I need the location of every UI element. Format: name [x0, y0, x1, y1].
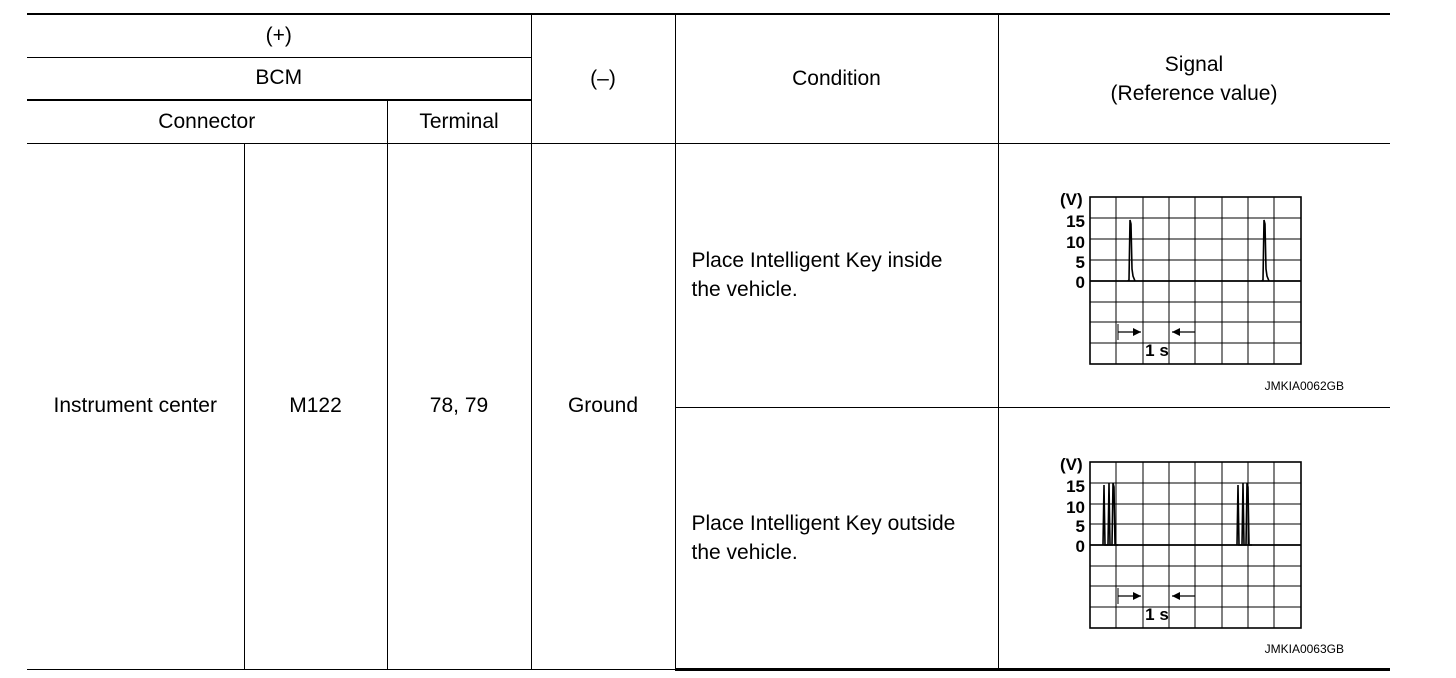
- scope-figure-code: JMKIA0062GB: [1264, 379, 1344, 393]
- scope-tick-5: 5: [1075, 516, 1085, 536]
- header-signal: [998, 14, 1390, 143]
- scope-outside-figure: [999, 408, 1390, 668]
- header-minus: (–): [531, 14, 675, 143]
- scope-tick-15: 15: [1065, 476, 1085, 496]
- scope-tick-0: 0: [1075, 536, 1085, 556]
- scope-v-label: (V): [1059, 190, 1083, 209]
- row-location: Instrument center: [27, 143, 244, 669]
- condition-inside: [675, 143, 998, 407]
- row-connector: M122: [244, 143, 387, 669]
- scope-waveform: [1103, 483, 1252, 545]
- header-bcm: BCM: [27, 57, 531, 100]
- row-terminal: 78, 79: [387, 143, 531, 669]
- row-ground: Ground: [531, 143, 675, 669]
- header-condition: Condition: [675, 14, 998, 143]
- header-signal-line2: (Reference value): [1110, 81, 1278, 105]
- signal-outside: [998, 407, 1390, 669]
- scope-time-marker: [1118, 588, 1195, 604]
- scope-time-marker: [1118, 324, 1195, 340]
- header-terminal: Terminal: [387, 100, 531, 143]
- condition-inside-line1: Place Intelligent Key inside: [691, 249, 943, 272]
- scope-tick-0: 0: [1075, 273, 1085, 292]
- scope-time-label: 1 s: [1144, 604, 1169, 624]
- condition-outside-line2: the vehicle.: [691, 540, 798, 564]
- terminal-reference-table: [27, 13, 1390, 671]
- header-plus: (+): [27, 14, 531, 57]
- scope-tick-10: 10: [1065, 497, 1085, 517]
- scope-inside-figure: [999, 144, 1390, 406]
- scope-tick-5: 5: [1075, 253, 1085, 272]
- header-signal-line1: Signal: [1164, 52, 1224, 76]
- condition-inside-line2: the vehicle.: [691, 278, 798, 301]
- header-connector: Connector: [27, 100, 387, 143]
- scope-tick-10: 10: [1065, 233, 1085, 252]
- scope-time-label: 1 s: [1144, 341, 1169, 360]
- scope-figure-code: JMKIA0063GB: [1264, 641, 1344, 656]
- condition-outside: [675, 407, 998, 669]
- signal-inside: [998, 143, 1390, 407]
- scope-tick-15: 15: [1065, 212, 1085, 231]
- scope-v-label: (V): [1059, 454, 1083, 474]
- condition-outside-line1: Place Intelligent Key outside: [691, 511, 956, 535]
